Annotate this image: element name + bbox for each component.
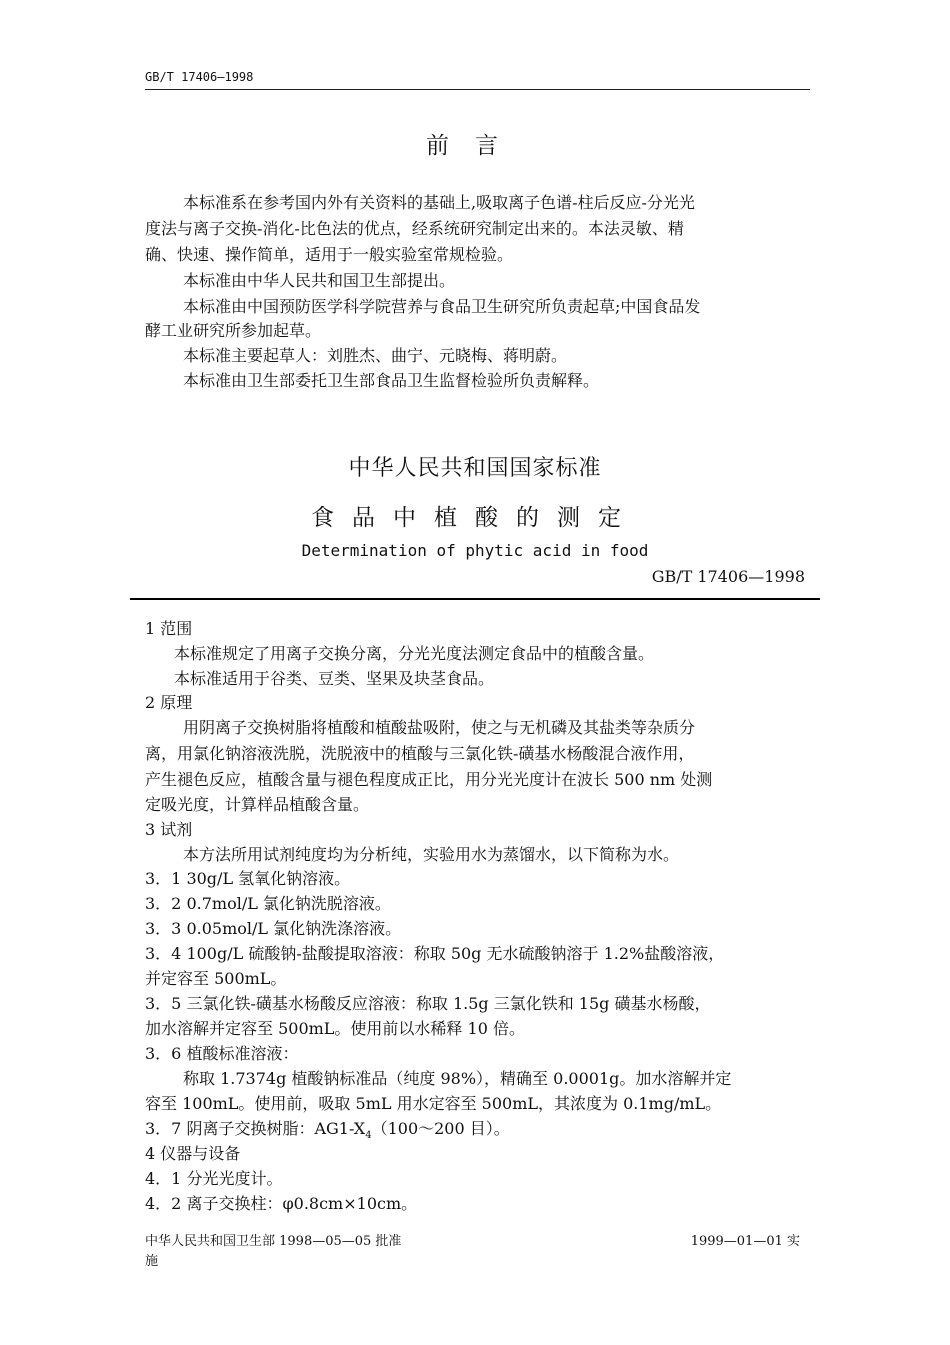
foreword-p1-line1: 本标准系在参考国内外有关资料的基础上,吸取离子色谱-柱后反应-分光光 [183,193,695,212]
item-3-2: 3．2 0.7mol/L 氯化钠洗脱溶液。 [145,894,391,913]
footer-implement: 1999—01—01 实 [690,1234,800,1249]
item-3-4-line1: 3．4 100g/L 硫酸钠-盐酸提取溶液：称取 50g 无水硫酸钠溶于 1.2%盐酸溶液， [145,944,725,963]
item-3-7 [145,1116,510,1141]
section-3-intro: 本方法所用试剂纯度均为分析纯，实验用水为蒸馏水，以下简称为水。 [183,845,680,864]
item-4-2: 4．2 离子交换柱：φ0.8cm×10cm。 [145,1194,418,1213]
foreword-p4: 本标准主要起草人：刘胜杰、曲宁、元晓梅、蒋明蔚。 [183,346,568,365]
section-3-heading: 3 试剂 [145,820,193,839]
item-3-4-line2: 并定容至 500mL。 [145,969,287,988]
section-2-line2: 离，用氯化钠溶液洗脱，洗脱液中的植酸与三氯化铁-磺基水杨酸混合液作用， [145,744,695,763]
standard-title: 食品中植酸的测定 [311,505,639,531]
section-2-heading: 2 原理 [145,693,193,712]
item-3-6: 3．6 植酸标准溶液： [145,1044,299,1063]
foreword-title: 前言 [426,133,524,159]
foreword-p1-line2: 度法与离子交换-消化-比色法的优点，经系统研究制定出来的。本法灵敏、精 [145,219,684,238]
footer-approval: 中华人民共和国卫生部 1998—05—05 批准 [145,1234,402,1249]
item-3-7-text: 3．7 阴离子交换树脂：AG1-X [145,1119,366,1138]
foreword-p3-line1: 本标准由中国预防医学科学院营养与食品卫生研究所负责起草;中国食品发 [183,297,701,316]
foreword-p2: 本标准由中华人民共和国卫生部提出。 [183,271,456,290]
standard-code: GB/T 17406—1998 [651,567,805,586]
item-3-5-line1: 3．5 三氯化铁-磺基水杨酸反应溶液：称取 1.5g 三氯化铁和 15g 磺基水杨酸， [145,994,711,1013]
foreword-p5: 本标准由卫生部委托卫生部食品卫生监督检验所负责解释。 [183,371,600,390]
section-1-heading: 1 范围 [145,619,193,638]
header-code: GB/T 17406—1998 [145,70,254,84]
item-3-3: 3．3 0.05mol/L 氯化钠洗涤溶液。 [145,919,402,938]
item-3-1: 3．1 30g/L 氢氧化钠溶液。 [145,869,351,888]
header-rule [145,89,810,90]
section-2-line1: 用阴离子交换树脂将植酸和植酸盐吸附，使之与无机磷及其盐类等杂质分 [183,718,696,737]
item-3-7-suffix: （100～200 目）。 [371,1119,510,1138]
section-1-p2: 本标准适用于谷类、豆类、坚果及块茎食品。 [174,669,495,688]
national-standard-title: 中华人民共和国国家标准 [348,456,602,481]
english-title: Determination of phytic acid in food [301,541,649,560]
section-2-line4: 定吸光度，计算样品植酸含量。 [145,795,370,814]
item-3-6-line2: 容至 100mL。使用前，吸取 5mL 用水定容至 500mL，其浓度为 0.1mg/mL。 [145,1094,722,1113]
item-4-1: 4．1 分光光度计。 [145,1169,283,1188]
item-3-6-line1: 称取 1.7374g 植酸钠标准品（纯度 98%），精确至 0.0001g。加水溶解并定 [183,1069,732,1088]
footer-approval-wrap: 施 [145,1254,159,1269]
section-2-line3: 产生褪色反应，植酸含量与褪色程度成正比，用分光光度计在波长 500 nm 处测 [145,770,713,789]
title-rule [130,598,820,600]
section-4-heading: 4 仪器与设备 [145,1144,241,1163]
foreword-p1-line3: 确、快速、操作简单，适用于一般实验室常规检验。 [145,245,514,264]
foreword-p3-line2: 酵工业研究所参加起草。 [145,321,322,340]
section-1-p1: 本标准规定了用离子交换分离，分光光度法测定食品中的植酸含量。 [174,644,655,663]
item-3-5-line2: 加水溶解并定容至 500mL。使用前以水稀释 10 倍。 [145,1019,525,1038]
item-3-7-subscript: 4 [365,1130,372,1142]
